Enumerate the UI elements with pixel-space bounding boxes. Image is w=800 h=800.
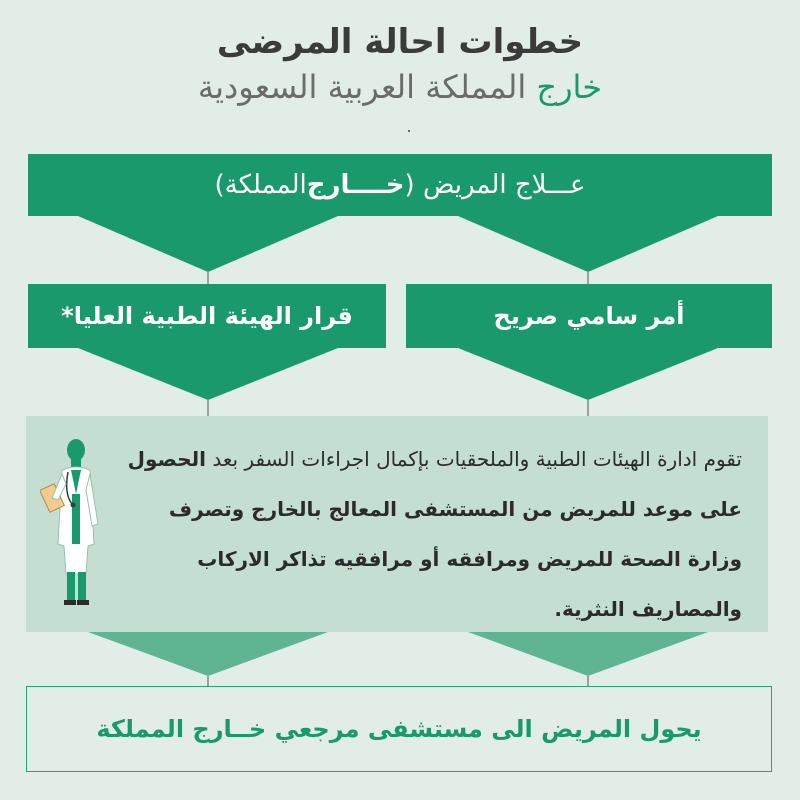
procedure-info-box [26, 416, 768, 632]
referral-result-box: يحول المريض الى مستشفى مرجعي خــارج المملكة [26, 686, 772, 772]
doctor-with-clipboard-icon [40, 434, 110, 614]
top-bar-text-1: عـــلاج المريض ( [404, 170, 586, 200]
arrow-top-right [458, 216, 718, 272]
info-lead-text: تقوم ادارة الهيئات الطبية والملحقيات بإكمال اجراءات السفر بعد [206, 447, 742, 471]
top-bar-text-3: المملكة) [214, 170, 307, 200]
top-bar-text-2: خــــارج [306, 170, 405, 200]
arrow-bottom-left [88, 632, 328, 676]
subtitle-rest: المملكة العربية السعودية [197, 68, 537, 106]
page-title: خطوات احالة المرضى [216, 22, 584, 62]
royal-order-box: أمر سامي صريح [406, 284, 772, 348]
arrow-bottom-right [468, 632, 708, 676]
arrow-top-left [78, 216, 338, 272]
procedure-info-text [116, 434, 742, 634]
arrow-mid-left [78, 348, 338, 400]
info-bold-text: الحصول على موعد للمريض من المستشفى المعالج بالخارج وتصرف وزارة الصحة للمريض ومرافقه أو مرافقيه تذاكر الاركاب والمصاريف النثرية. [127, 447, 742, 621]
subtitle-accent: خارج [536, 68, 603, 106]
medical-board-decision-box: قرار الهيئة الطبية العليا* [28, 284, 386, 348]
arrow-mid-right [458, 348, 718, 400]
